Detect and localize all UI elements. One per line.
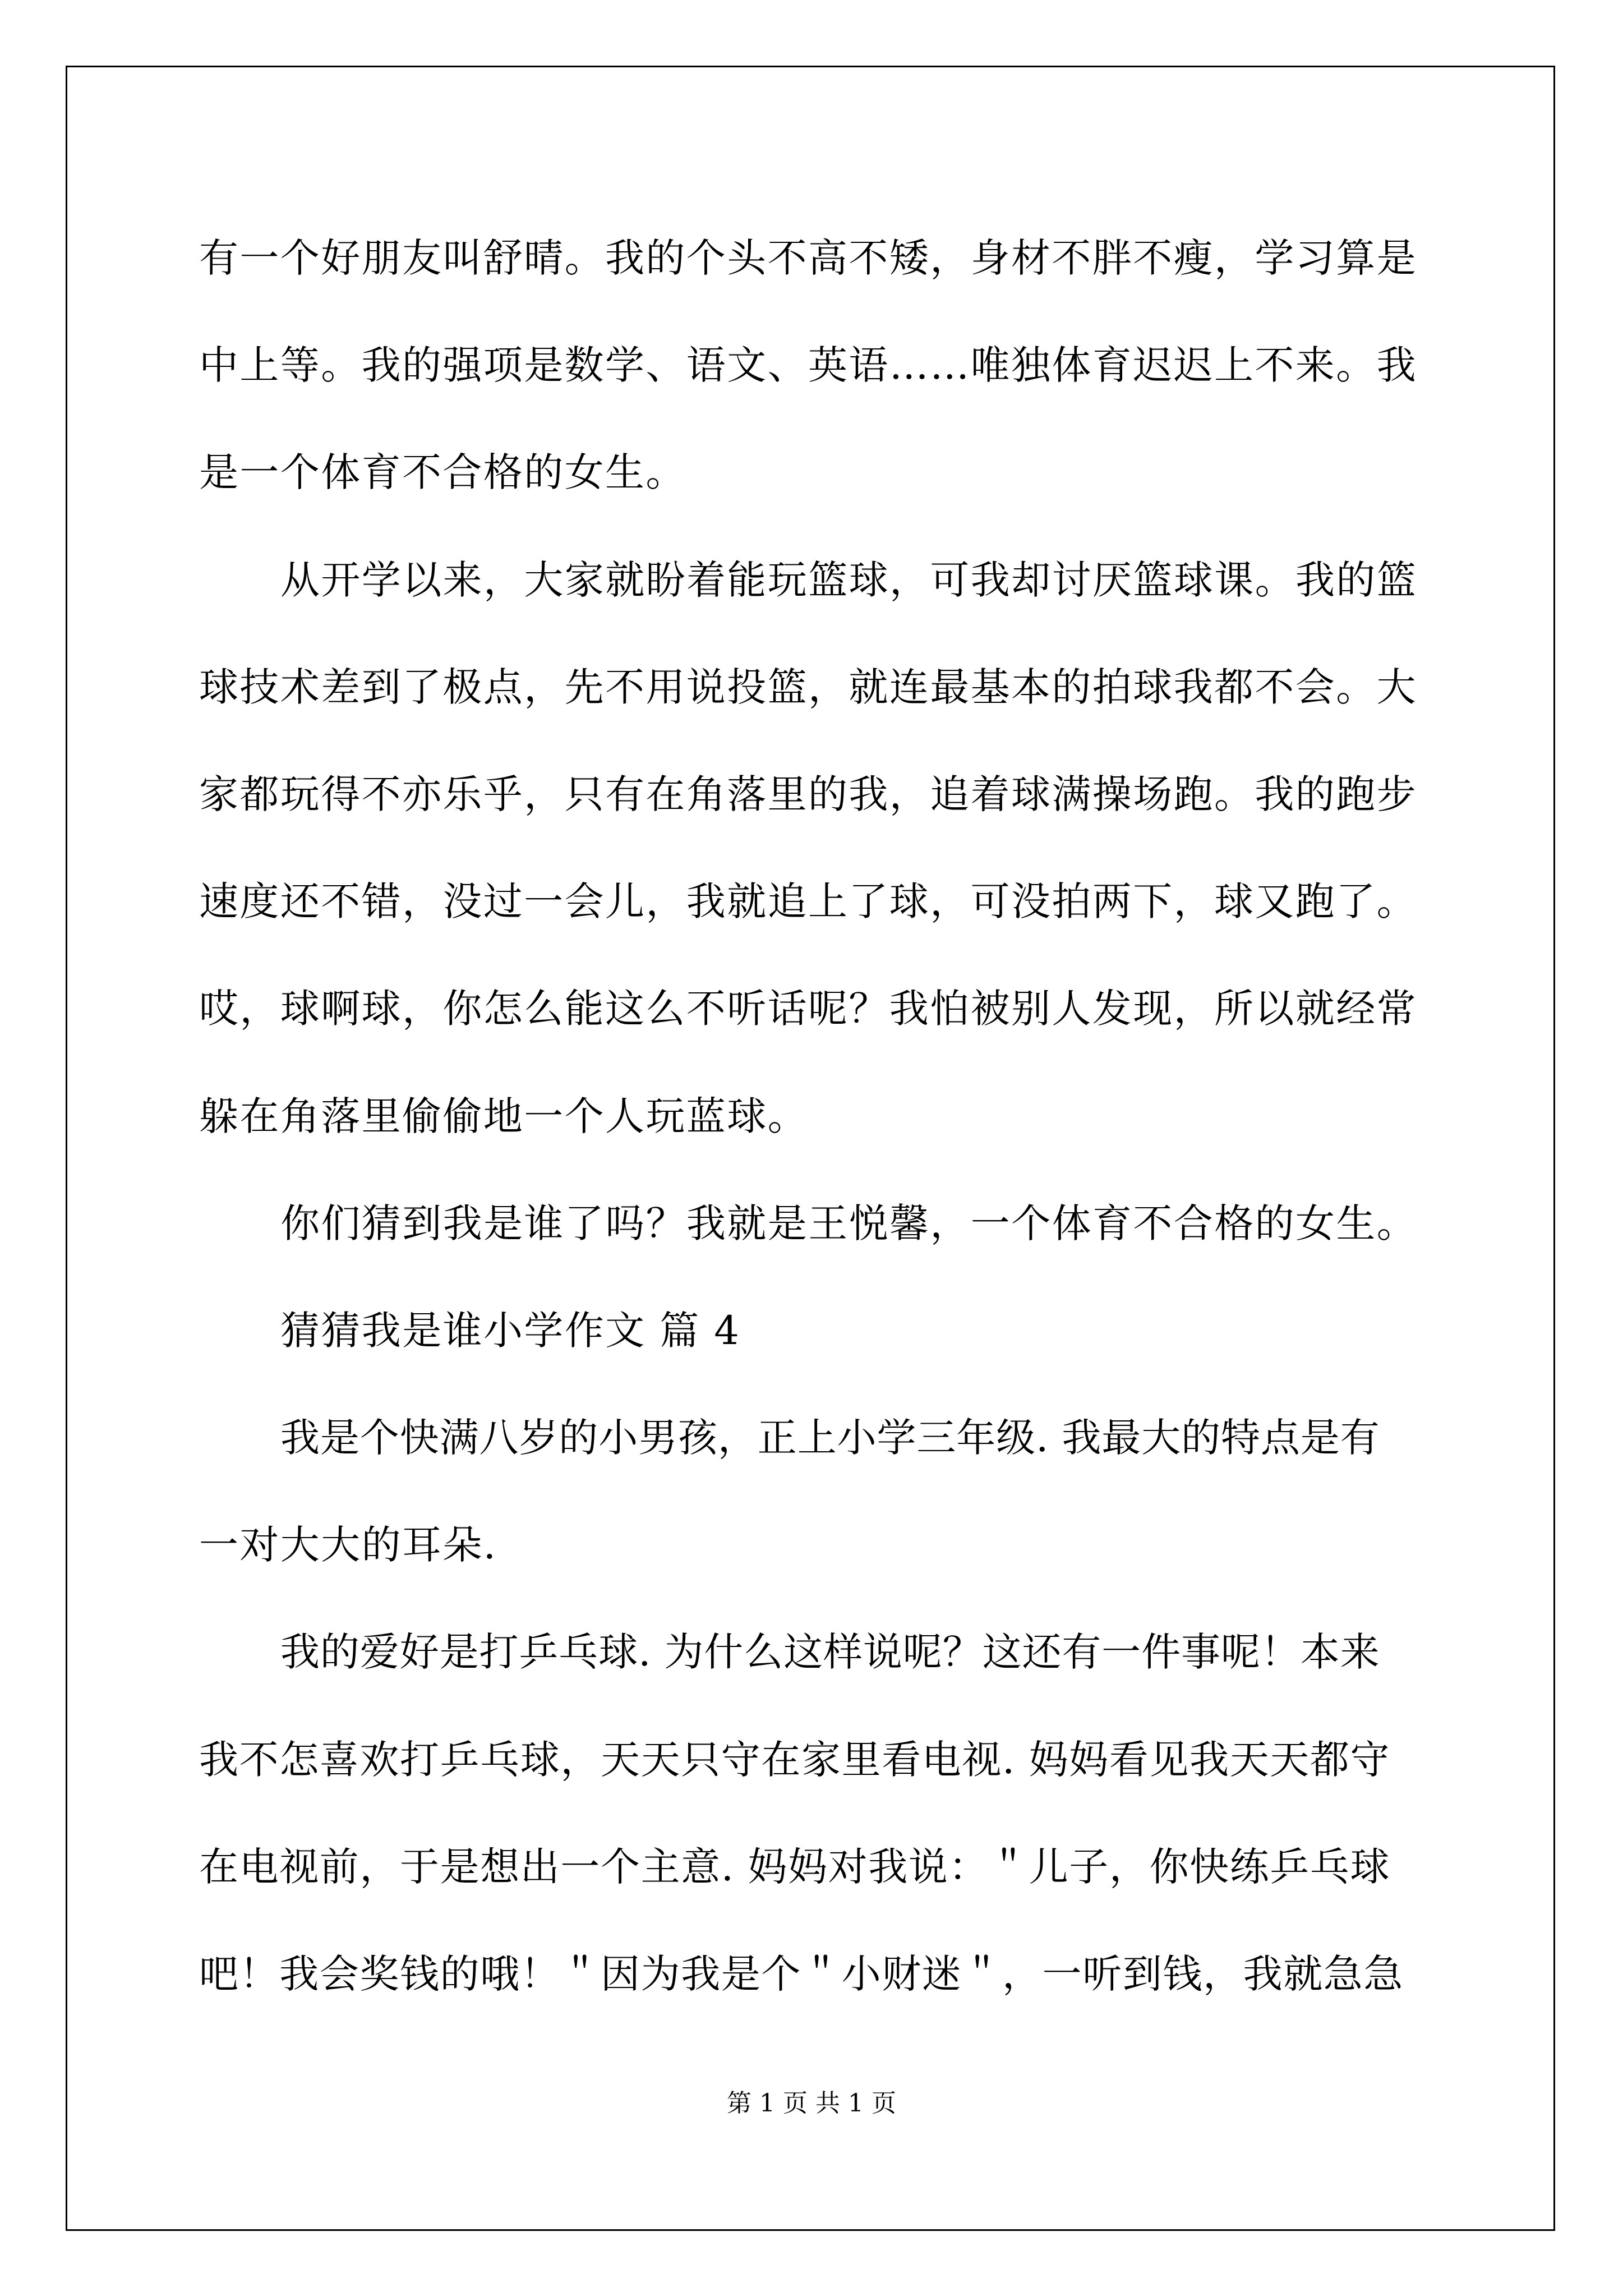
text-line: 家都玩得不亦乐乎，只有在角落里的我，追着球满操场跑。我的跑步 bbox=[199, 771, 1417, 817]
text-line: 从开学以来，大家就盼着能玩篮球，可我却讨厌篮球课。我的篮 bbox=[280, 556, 1418, 603]
text-line: 我不怎喜欢打乒乓球，天天只守在家里看电视. 妈妈看见我天天都守 bbox=[199, 1736, 1391, 1783]
page-number-footer: 第 1 页 共 1 页 bbox=[727, 2089, 896, 2118]
section-heading: 猜猜我是谁小学作文 篇 4 bbox=[280, 1307, 741, 1354]
text-line: 中上等。我的强项是数学、语文、英语……唯独体育迟迟上不来。我 bbox=[199, 342, 1417, 389]
text-line: 我是个快满八岁的小男孩，正上小学三年级. 我最大的特点是有 bbox=[280, 1415, 1380, 1461]
text-line: 有一个好朋友叫舒晴。我的个头不高不矮，身材不胖不瘦，学习算是 bbox=[199, 235, 1417, 281]
text-line: 在电视前，于是想出一个主意. 妈妈对我说：＂儿子，你快练乒乓球 bbox=[199, 1843, 1391, 1890]
text-line: 一对大大的耳朵. bbox=[199, 1522, 497, 1568]
text-line: 速度还不错，没过一会儿，我就追上了球，可没拍两下，球又跑了。 bbox=[199, 878, 1417, 925]
text-line: 你们猜到我是谁了吗？我就是王悦馨，一个体育不合格的女生。 bbox=[280, 1200, 1418, 1246]
text-line: 吧！我会奖钱的哦！＂因为我是个＂小财迷＂，一听到钱，我就急急 bbox=[199, 1951, 1404, 1997]
text-line: 是一个体育不合格的女生。 bbox=[199, 449, 686, 496]
text-line: 球技术差到了极点，先不用说投篮，就连最基本的拍球我都不会。大 bbox=[199, 664, 1417, 710]
text-line: 哎，球啊球，你怎么能这么不听话呢？我怕被别人发现，所以就经常 bbox=[199, 986, 1417, 1032]
document-body bbox=[199, 205, 1433, 2028]
text-line: 躲在角落里偷偷地一个人玩蓝球。 bbox=[199, 1093, 808, 1139]
text-line: 我的爱好是打乒乓球. 为什么这样说呢？这还有一件事呢！本来 bbox=[280, 1629, 1380, 1676]
